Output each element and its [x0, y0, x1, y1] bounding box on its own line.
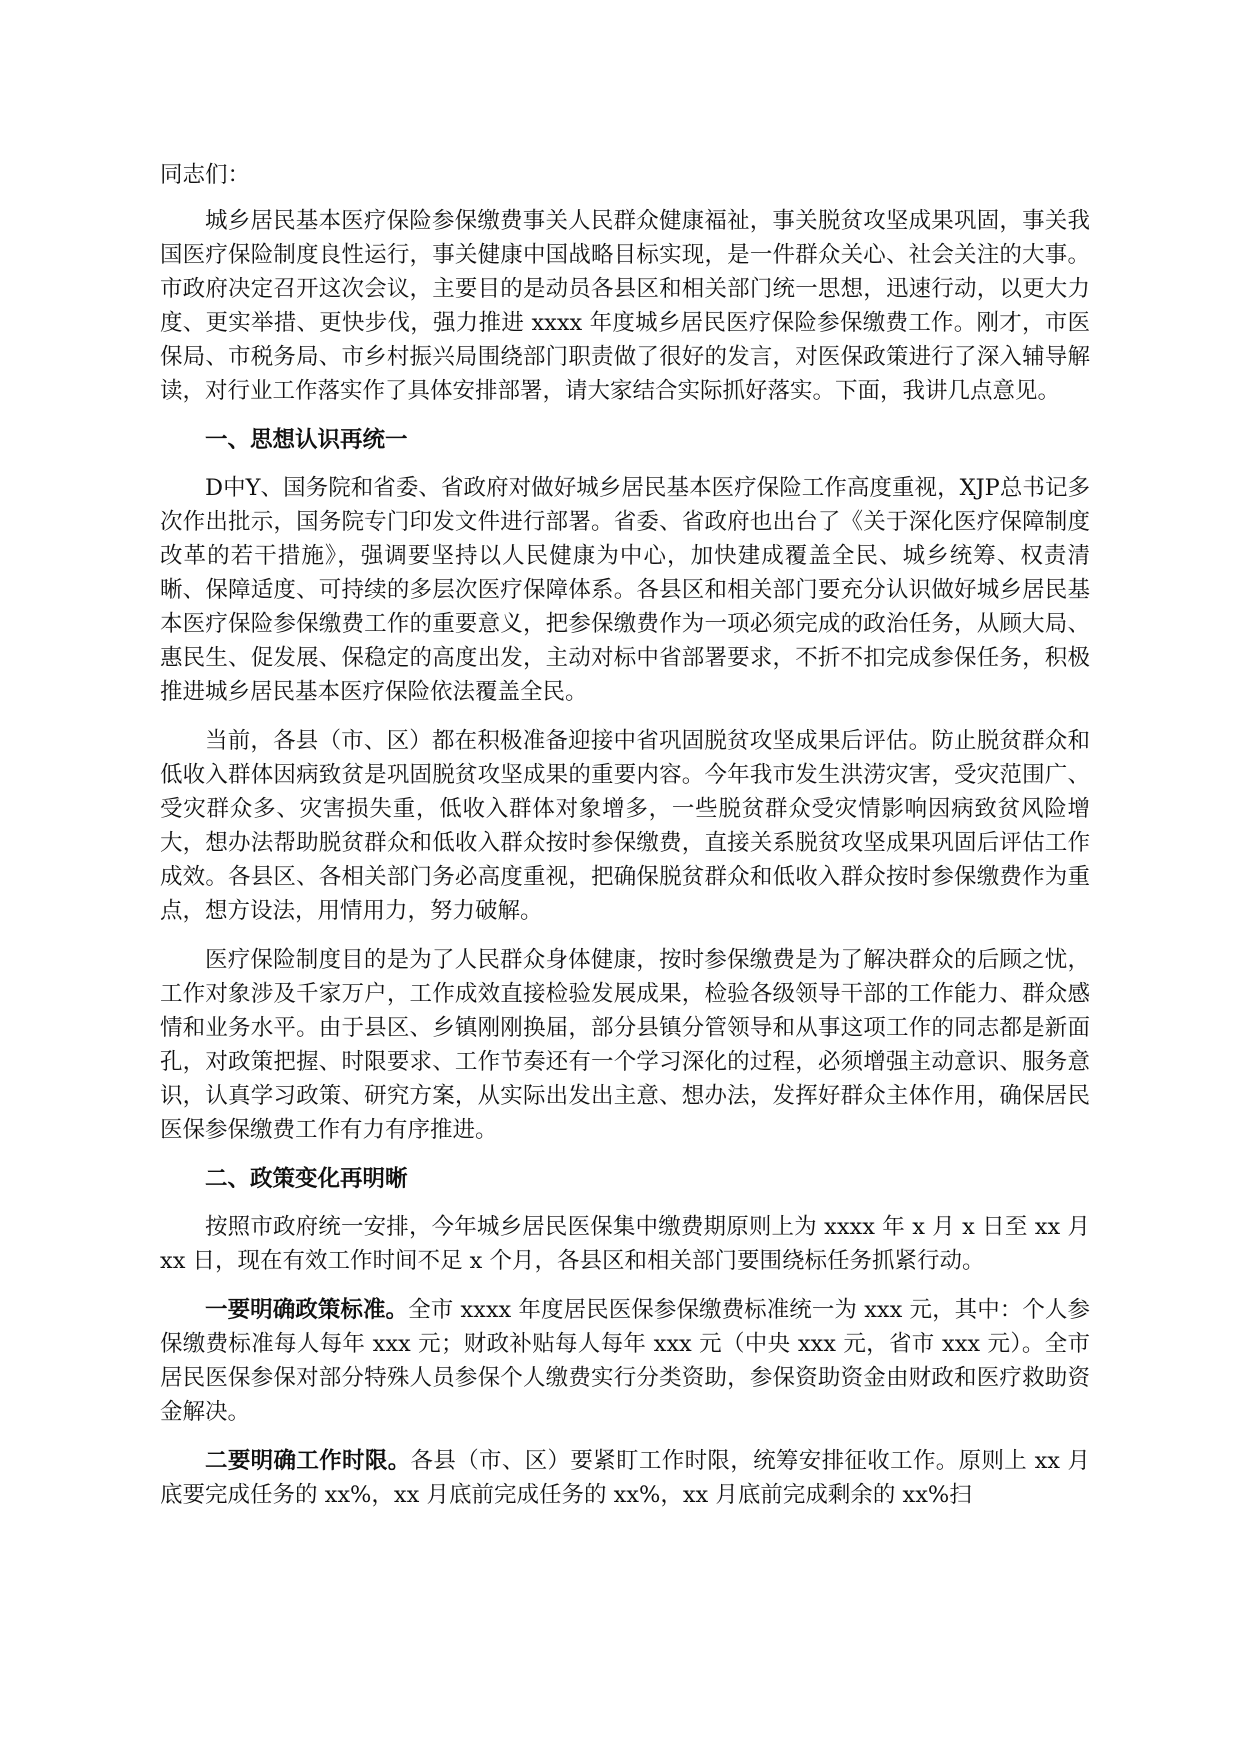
- section2-item-2: [160, 1444, 1090, 1512]
- section1-paragraph-3: 医疗保险制度目的是为了人民群众身体健康，按时参保缴费是为了解决群众的后顾之忧，工作对象涉及千家万户，工作成效直接检验发展成果，检验各级领导干部的工作能力、群众感情和业务水平。由于县区、乡镇刚刚换届，部分县镇分管领导和从事这项工作的同志都是新面孔，对政策把握、时限要求、工作节奏还有一个学习深化的过程，必须增强主动意识、服务意识，认真学习政策、研究方案，从实际出发出主意、想办法，发挥好群众主体作用，确保居民医保参保缴费工作有力有序推进。: [160, 947, 1090, 1143]
- section-heading-2: 二、政策变化再明晰: [205, 1166, 408, 1192]
- section1-paragraph-2: 当前，各县（市、区）都在积极准备迎接中省巩固脱贫攻坚成果后评估。防止脱贫群众和低收入群体因病致贫是巩固脱贫攻坚成果的重要内容。今年我市发生洪涝灾害，受灾范围广、受灾群众多、灾害损失重，低收入群体对象增多，一些脱贫群众受灾情影响因病致贫风险增大，想办法帮助脱贫群众和低收入群众按时参保缴费，直接关系脱贫攻坚成果巩固后评估工作成效。各县区、各相关部门务必高度重视，把确保脱贫群众和低收入群众按时参保缴费作为重点，想方设法，用情用力，努力破解。: [160, 728, 1090, 924]
- item-lead: 一要明确政策标准。: [205, 1297, 409, 1323]
- item-text: 各县（市、区）要紧盯工作时限，统筹安排征收工作。原则上 xx 月底要完成任务的 xx%，xx 月底前完成任务的 xx%，xx 月底前完成剩余的 xx%扫: [160, 1448, 1090, 1508]
- item-lead: 二要明确工作时限。: [205, 1448, 411, 1474]
- salutation: 同志们：: [160, 162, 251, 188]
- section2-intro-paragraph: 按照市政府统一安排，今年城乡居民医保集中缴费期原则上为 xxxx 年 x 月 x 日至 xx 月 xx 日，现在有效工作时间不足 x 个月，各县区和相关部门要围绕标任务抓紧行动。: [160, 1214, 1090, 1274]
- section-heading-1: 一、思想认识再统一: [205, 427, 408, 453]
- item-text: 全市 xxxx 年度居民医保参保缴费标准统一为 xxx 元，其中：个人参保缴费标准每人每年 xxx 元；财政补贴每人每年 xxx 元（中央 xxx 元，省市 xxx 元）。全市居民医保参保对部分特殊人员参保个人缴费实行分类资助，参保资助资金由财政和医疗救助资金解决。: [160, 1297, 1090, 1425]
- document-body: [160, 158, 1090, 1527]
- intro-paragraph: 城乡居民基本医疗保险参保缴费事关人民群众健康福祉，事关脱贫攻坚成果巩固，事关我国医疗保险制度良性运行，事关健康中国战略目标实现，是一件群众关心、社会关注的大事。市政府决定召开这次会议，主要目的是动员各县区和相关部门统一思想，迅速行动，以更大力度、更实举措、更快步伐，强力推进 xxxx 年度城乡居民医疗保险参保缴费工作。刚才，市医保局、市税务局、市乡村振兴局围绕部门职责做了很好的发言，对医保政策进行了深入辅导解读，对行业工作落实作了具体安排部署，请大家结合实际抓好落实。下面，我讲几点意见。: [160, 208, 1090, 404]
- section1-paragraph-1: D中Y、国务院和省委、省政府对做好城乡居民基本医疗保险工作高度重视，XJP总书记多次作出批示，国务院专门印发文件进行部署。省委、省政府也出台了《关于深化医疗保障制度改革的若干措施》，强调要坚持以人民健康为中心，加快建成覆盖全民、城乡统筹、权责清晰、保障适度、可持续的多层次医疗保障体系。各县区和相关部门要充分认识做好城乡居民基本医疗保险参保缴费工作的重要意义，把参保缴费作为一项必须完成的政治任务，从顾大局、惠民生、促发展、保稳定的高度出发，主动对标中省部署要求，不折不扣完成参保任务，积极推进城乡居民基本医疗保险依法覆盖全民。: [160, 475, 1090, 705]
- section2-item-1: [160, 1293, 1090, 1429]
